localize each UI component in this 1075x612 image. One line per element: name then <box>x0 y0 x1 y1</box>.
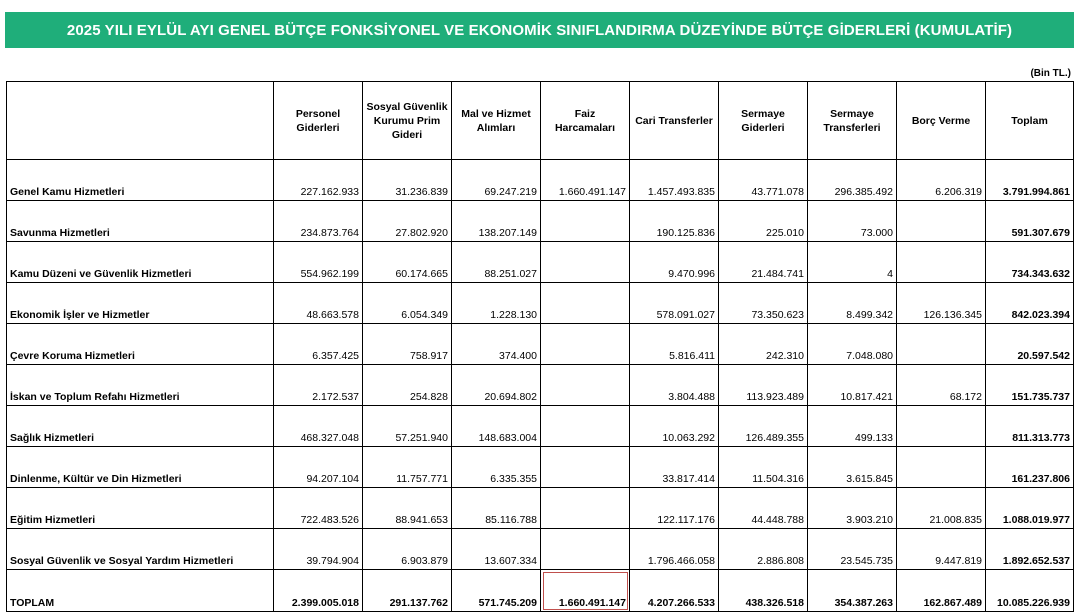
report-title-banner <box>5 12 1074 48</box>
toplam-cell: 3.791.994.861 <box>986 160 1074 201</box>
sermaye-transfer-cell: 3.903.210 <box>808 488 897 529</box>
sermaye-gider-cell: 126.489.355 <box>719 406 808 447</box>
toplam-cell: 1.088.019.977 <box>986 488 1074 529</box>
row-label: Dinlenme, Kültür ve Din Hizmetleri <box>7 447 274 488</box>
cari-transfer-cell: 9.470.996 <box>630 242 719 283</box>
total-sgk-prim-cell: 291.137.762 <box>363 570 452 612</box>
toplam-cell: 842.023.394 <box>986 283 1074 324</box>
personel-cell: 94.207.104 <box>274 447 363 488</box>
cari-transfer-cell: 3.804.488 <box>630 365 719 406</box>
sgk-prim-cell: 57.251.940 <box>363 406 452 447</box>
total-faiz-cell: 1.660.491.147 <box>541 570 630 612</box>
borc-verme-cell <box>897 324 986 365</box>
row-label: Kamu Düzeni ve Güvenlik Hizmetleri <box>7 242 274 283</box>
sermaye-gider-cell: 43.771.078 <box>719 160 808 201</box>
toplam-cell: 734.343.632 <box>986 242 1074 283</box>
row-label: Sosyal Güvenlik ve Sosyal Yardım Hizmetleri <box>7 529 274 570</box>
mal-hizmet-cell: 88.251.027 <box>452 242 541 283</box>
faiz-cell <box>541 406 630 447</box>
cari-transfer-cell: 33.817.414 <box>630 447 719 488</box>
faiz-cell <box>541 365 630 406</box>
faiz-cell <box>541 488 630 529</box>
sermaye-transfer-cell: 499.133 <box>808 406 897 447</box>
cari-transfer-cell: 190.125.836 <box>630 201 719 242</box>
mal-hizmet-cell: 374.400 <box>452 324 541 365</box>
sermaye-transfer-cell: 4 <box>808 242 897 283</box>
header-cell-function <box>7 82 274 160</box>
mal-hizmet-cell: 69.247.219 <box>452 160 541 201</box>
faiz-cell <box>541 447 630 488</box>
personel-cell: 2.172.537 <box>274 365 363 406</box>
table-row <box>7 447 1074 488</box>
personel-cell: 227.162.933 <box>274 160 363 201</box>
sermaye-transfer-cell: 7.048.080 <box>808 324 897 365</box>
header-cell-sgk-prim: Sosyal Güvenlik Kurumu Prim Gideri <box>363 82 452 160</box>
sgk-prim-cell: 6.903.879 <box>363 529 452 570</box>
borc-verme-cell: 6.206.319 <box>897 160 986 201</box>
borc-verme-cell <box>897 242 986 283</box>
total-row <box>7 570 1074 612</box>
faiz-cell <box>541 529 630 570</box>
table-row <box>7 160 1074 201</box>
mal-hizmet-cell: 85.116.788 <box>452 488 541 529</box>
toplam-cell: 811.313.773 <box>986 406 1074 447</box>
row-label: Genel Kamu Hizmetleri <box>7 160 274 201</box>
personel-cell: 554.962.199 <box>274 242 363 283</box>
header-cell-mal-hizmet: Mal ve Hizmet Alımları <box>452 82 541 160</box>
sermaye-gider-cell: 44.448.788 <box>719 488 808 529</box>
toplam-cell: 591.307.679 <box>986 201 1074 242</box>
header-cell-faiz: Faiz Harcamaları <box>541 82 630 160</box>
header-cell-sermaye-transfer: Sermaye Transferleri <box>808 82 897 160</box>
table-row <box>7 488 1074 529</box>
faiz-cell <box>541 324 630 365</box>
header-cell-cari-transfer: Cari Transferler <box>630 82 719 160</box>
sermaye-transfer-cell: 3.615.845 <box>808 447 897 488</box>
sermaye-transfer-cell: 23.545.735 <box>808 529 897 570</box>
budget-table <box>6 81 1074 612</box>
table-row <box>7 529 1074 570</box>
faiz-cell <box>541 201 630 242</box>
row-label: Eğitim Hizmetleri <box>7 488 274 529</box>
cari-transfer-cell: 1.796.466.058 <box>630 529 719 570</box>
row-label: Savunma Hizmetleri <box>7 201 274 242</box>
row-label: İskan ve Toplum Refahı Hizmetleri <box>7 365 274 406</box>
cari-transfer-cell: 122.117.176 <box>630 488 719 529</box>
sgk-prim-cell: 31.236.839 <box>363 160 452 201</box>
total-label: TOPLAM <box>7 570 274 612</box>
total-toplam-cell: 10.085.226.939 <box>986 570 1074 612</box>
header-cell-toplam: Toplam <box>986 82 1074 160</box>
total-sermaye-gider-cell: 438.326.518 <box>719 570 808 612</box>
table-row <box>7 201 1074 242</box>
table-row <box>7 406 1074 447</box>
report-title: 2025 YILI EYLÜL AYI GENEL BÜTÇE FONKSİYONEL VE EKONOMİK SINIFLANDIRMA DÜZEYİNDE BÜTÇE GİDERLERİ (KUMULATİF) <box>66 21 1013 39</box>
toplam-cell: 1.892.652.537 <box>986 529 1074 570</box>
row-label: Çevre Koruma Hizmetleri <box>7 324 274 365</box>
borc-verme-cell: 21.008.835 <box>897 488 986 529</box>
sermaye-gider-cell: 11.504.316 <box>719 447 808 488</box>
faiz-cell <box>541 283 630 324</box>
cari-transfer-cell: 5.816.411 <box>630 324 719 365</box>
table-row <box>7 324 1074 365</box>
borc-verme-cell: 126.136.345 <box>897 283 986 324</box>
personel-cell: 468.327.048 <box>274 406 363 447</box>
borc-verme-cell: 68.172 <box>897 365 986 406</box>
sgk-prim-cell: 254.828 <box>363 365 452 406</box>
sgk-prim-cell: 60.174.665 <box>363 242 452 283</box>
header-cell-personel: Personel Giderleri <box>274 82 363 160</box>
cari-transfer-cell: 10.063.292 <box>630 406 719 447</box>
sgk-prim-cell: 27.802.920 <box>363 201 452 242</box>
sgk-prim-cell: 6.054.349 <box>363 283 452 324</box>
toplam-cell: 161.237.806 <box>986 447 1074 488</box>
unit-note: (Bin TL.) <box>1030 68 1071 79</box>
sermaye-gider-cell: 73.350.623 <box>719 283 808 324</box>
sermaye-gider-cell: 2.886.808 <box>719 529 808 570</box>
borc-verme-cell <box>897 406 986 447</box>
toplam-cell: 20.597.542 <box>986 324 1074 365</box>
sermaye-gider-cell: 225.010 <box>719 201 808 242</box>
header-cell-sermaye-gider: Sermaye Giderleri <box>719 82 808 160</box>
personel-cell: 722.483.526 <box>274 488 363 529</box>
faiz-cell <box>541 242 630 283</box>
sermaye-gider-cell: 113.923.489 <box>719 365 808 406</box>
table-row <box>7 242 1074 283</box>
header-cell-borc-verme: Borç Verme <box>897 82 986 160</box>
personel-cell: 234.873.764 <box>274 201 363 242</box>
personel-cell: 6.357.425 <box>274 324 363 365</box>
mal-hizmet-cell: 20.694.802 <box>452 365 541 406</box>
total-personel-cell: 2.399.005.018 <box>274 570 363 612</box>
mal-hizmet-cell: 1.228.130 <box>452 283 541 324</box>
borc-verme-cell <box>897 447 986 488</box>
row-label: Ekonomik İşler ve Hizmetler <box>7 283 274 324</box>
table-row <box>7 365 1074 406</box>
cari-transfer-cell: 1.457.493.835 <box>630 160 719 201</box>
total-cari-transfer-cell: 4.207.266.533 <box>630 570 719 612</box>
mal-hizmet-cell: 13.607.334 <box>452 529 541 570</box>
borc-verme-cell <box>897 201 986 242</box>
mal-hizmet-cell: 6.335.355 <box>452 447 541 488</box>
sgk-prim-cell: 758.917 <box>363 324 452 365</box>
sermaye-transfer-cell: 8.499.342 <box>808 283 897 324</box>
toplam-cell: 151.735.737 <box>986 365 1074 406</box>
header-row <box>7 82 1074 160</box>
sgk-prim-cell: 88.941.653 <box>363 488 452 529</box>
sermaye-gider-cell: 21.484.741 <box>719 242 808 283</box>
sermaye-transfer-cell: 10.817.421 <box>808 365 897 406</box>
borc-verme-cell: 9.447.819 <box>897 529 986 570</box>
cari-transfer-cell: 578.091.027 <box>630 283 719 324</box>
total-sermaye-transfer-cell: 354.387.263 <box>808 570 897 612</box>
sermaye-transfer-cell: 73.000 <box>808 201 897 242</box>
personel-cell: 48.663.578 <box>274 283 363 324</box>
total-borc-verme-cell: 162.867.489 <box>897 570 986 612</box>
sgk-prim-cell: 11.757.771 <box>363 447 452 488</box>
sermaye-gider-cell: 242.310 <box>719 324 808 365</box>
faiz-cell: 1.660.491.147 <box>541 160 630 201</box>
mal-hizmet-cell: 148.683.004 <box>452 406 541 447</box>
mal-hizmet-cell: 138.207.149 <box>452 201 541 242</box>
table-row <box>7 283 1074 324</box>
personel-cell: 39.794.904 <box>274 529 363 570</box>
sermaye-transfer-cell: 296.385.492 <box>808 160 897 201</box>
row-label: Sağlık Hizmetleri <box>7 406 274 447</box>
total-mal-hizmet-cell: 571.745.209 <box>452 570 541 612</box>
